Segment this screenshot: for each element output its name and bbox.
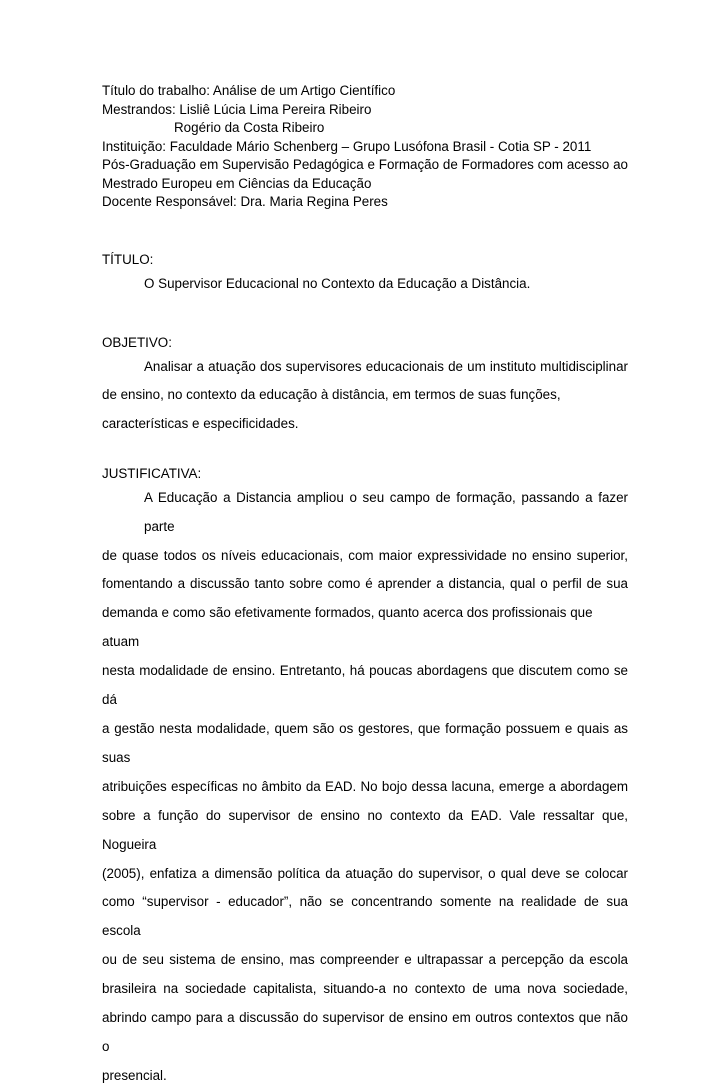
justification-line: abrindo campo para a discussão do supervisor de ensino em outros contextos que não o (102, 1010, 628, 1054)
document-header (102, 82, 628, 212)
title-text (102, 269, 628, 299)
justification-line: demanda e como são efetivamente formados, quanto acerca dos profissionais que atuam (102, 605, 593, 650)
postgraduate-line: Pós-Graduação em Supervisão Pedagógica e Formação de Formadores com acesso ao (102, 157, 628, 172)
advisor-line: Docente Responsável: Dra. Maria Regina Peres (102, 194, 388, 209)
justification-line: como “supervisor - educador”, não se concentrando somente na realidade de sua escola (102, 894, 628, 939)
objective-line: de ensino, no contexto da educação à distância, em termos de suas funções, (102, 387, 561, 403)
justification-line: ou de seu sistema de ensino, mas compreender e ultrapassar a percepção da escola (102, 952, 628, 968)
objective-line: características e especificidades. (102, 416, 299, 432)
justification-paragraph (102, 484, 628, 1091)
objective-paragraph (102, 353, 628, 440)
objective-line: Analisar a atuação dos supervisores educacionais de um instituto multidisciplinar (144, 358, 628, 374)
justification-line: (2005), enfatiza a dimensão política da atuação do supervisor, o qual deve se colocar (102, 865, 628, 881)
students-line-2: Rogério da Costa Ribeiro (174, 120, 325, 135)
justification-heading: JUSTIFICATIVA: (102, 466, 202, 482)
students-line: Mestrandos: Lisliê Lúcia Lima Pereira Ribeiro (102, 101, 372, 117)
justification-line: atribuições específicas no âmbito da EAD. No bojo dessa lacuna, emerge a abordagem (102, 778, 628, 794)
justification-line: a gestão nesta modalidade, quem são os gestores, que formação possuem e quais as suas (102, 720, 628, 765)
justification-line: nesta modalidade de ensino. Entretanto, há poucas abordagens que discutem como se dá (102, 663, 628, 708)
justification-line: sobre a função do supervisor de ensino no contexto da EAD. Vale ressaltar que, Nogueira (102, 807, 628, 852)
work-title-line: Título do trabalho: Análise de um Artigo Científico (102, 83, 396, 98)
justification-line: presencial. (102, 1067, 167, 1083)
justification-line: brasileira na sociedade capitalista, situando-a no contexto de uma nova sociedade, (102, 981, 628, 997)
postgraduate-line-2: Mestrado Europeu em Ciências da Educação (102, 175, 372, 191)
title-line: O Supervisor Educacional no Contexto da Educação a Distância. (144, 276, 531, 291)
justification-line: A Educação a Distancia ampliou o seu campo de formação, passando a fazer parte (144, 489, 628, 534)
institution-line: Instituição: Faculdade Mário Schenberg – Grupo Lusófona Brasil - Cotia SP - 2011 (102, 138, 592, 154)
objective-heading: OBJETIVO: (102, 335, 172, 350)
title-heading: TÍTULO: (102, 251, 154, 267)
justification-line: fomentando a discussão tanto sobre como é aprender a distancia, qual o perfil de sua (102, 576, 628, 592)
justification-line: de quase todos os níveis educacionais, com maior expressividade no ensino superior, (102, 547, 628, 563)
